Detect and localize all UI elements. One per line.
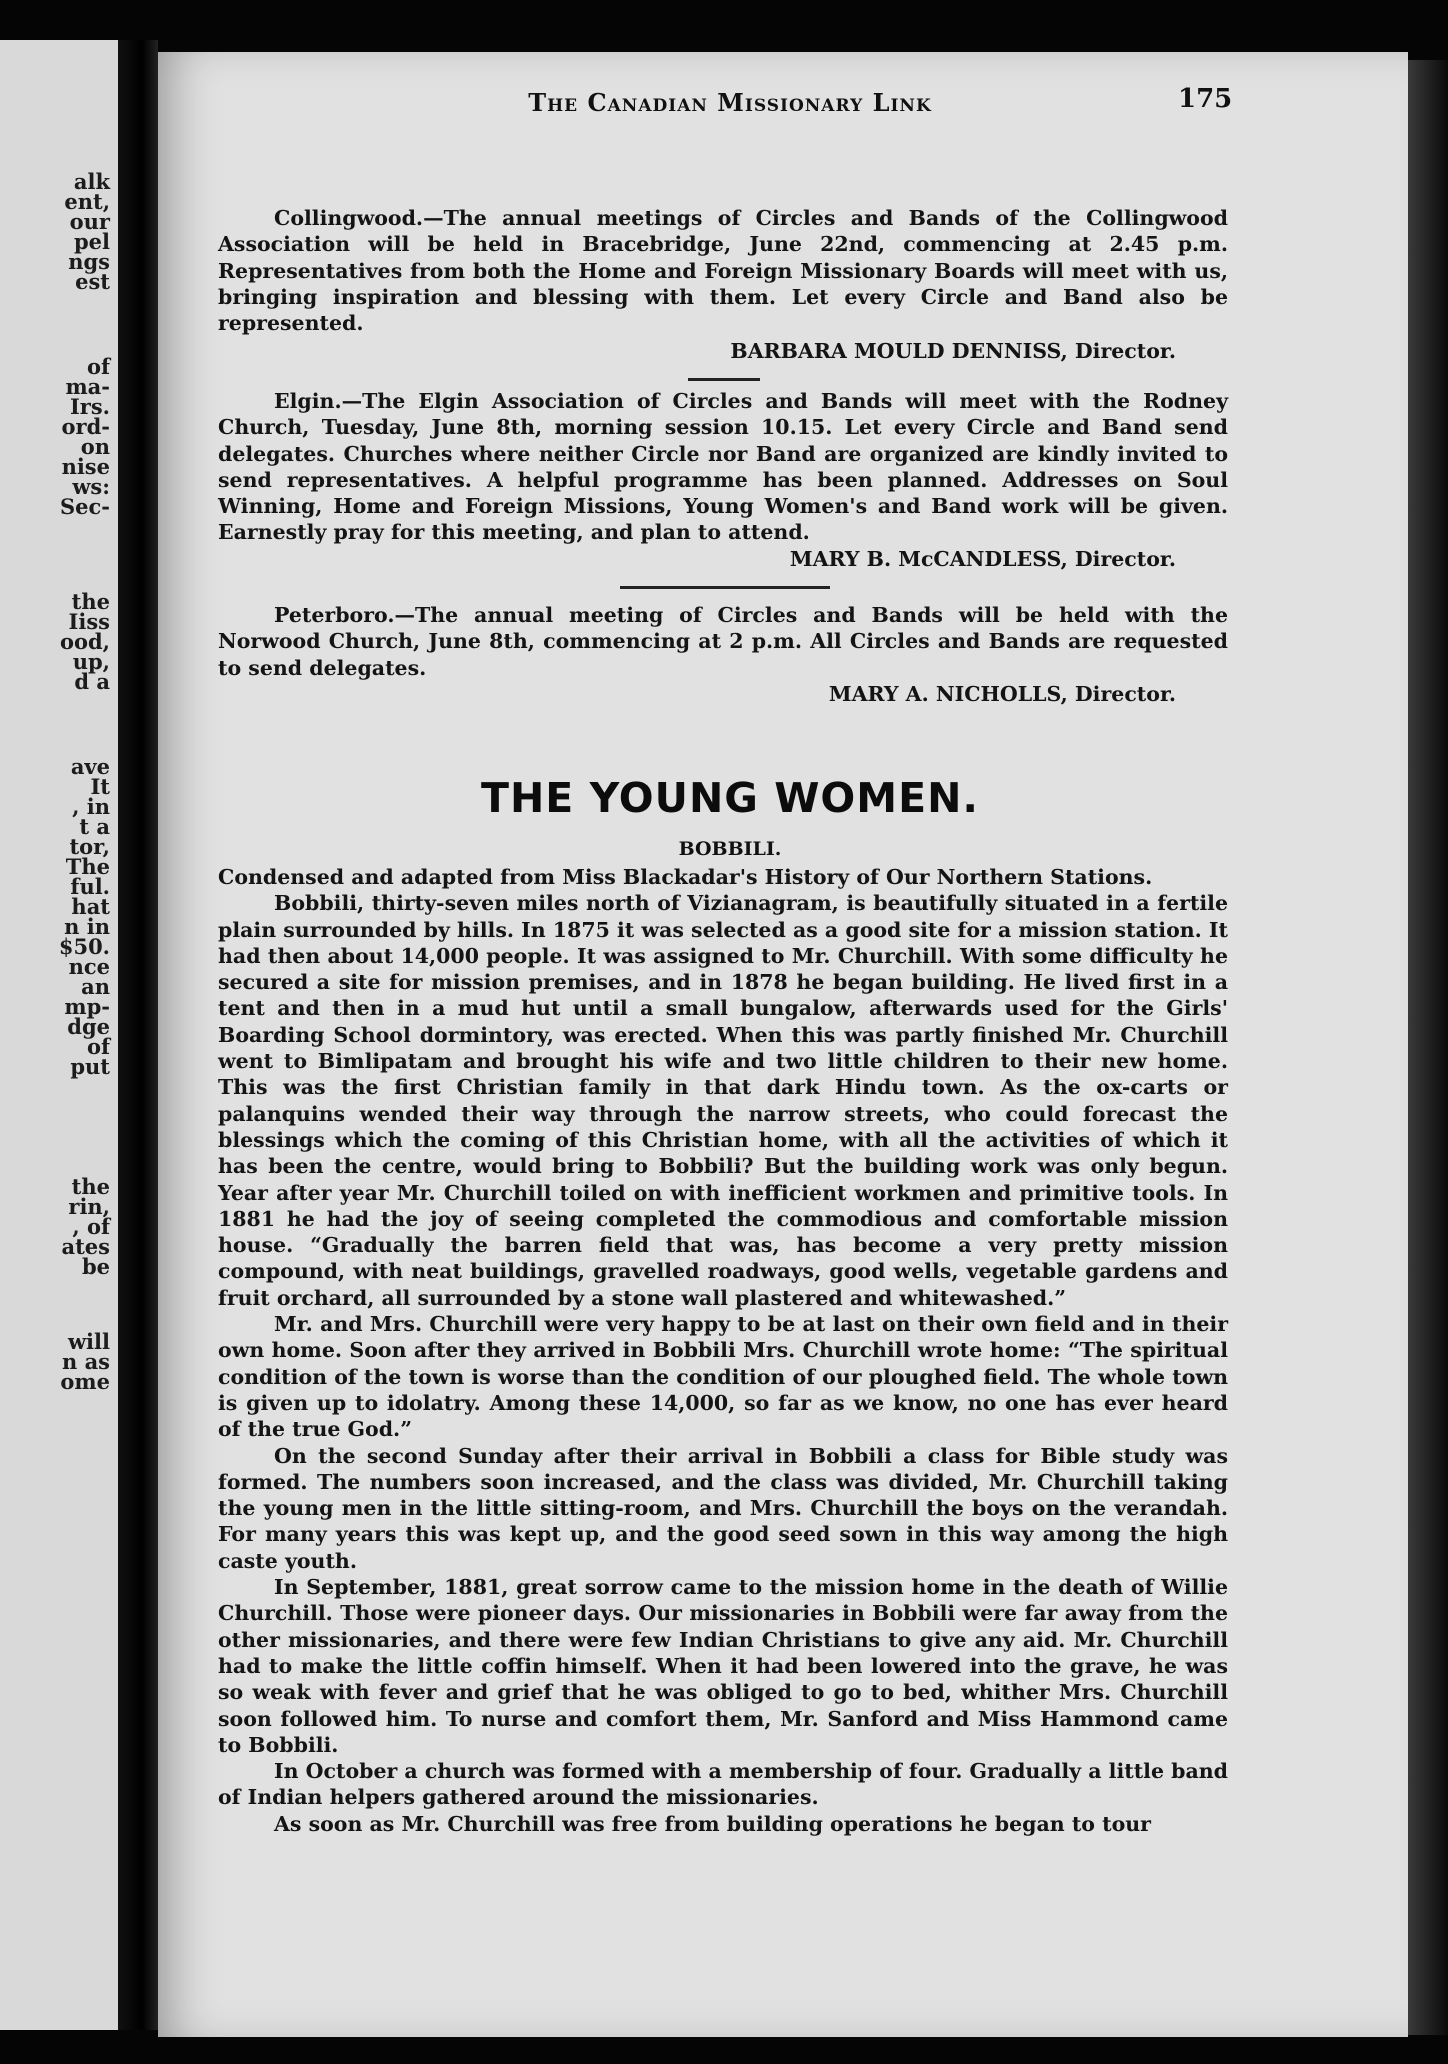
facing-page-text-fragment: rin, (68, 1194, 110, 1219)
facing-page-text-fragment: tor, (69, 834, 110, 859)
page-number: 175 (1178, 84, 1233, 114)
facing-page-text-fragment: ave (70, 754, 110, 779)
facing-page-text-fragment: an (81, 974, 110, 999)
article-paragraph: As soon as Mr. Churchill was free from building operations he began to tour (274, 1811, 1151, 1836)
facing-page-text-fragment: alk (73, 169, 110, 194)
facing-page-text-fragment: of (86, 1034, 110, 1059)
facing-page-text-fragment: ws: (72, 474, 110, 499)
notice-lead: Collingwood. (274, 206, 424, 230)
facing-page-text-fragment: The (65, 854, 110, 879)
notice-body: —The Elgin Association of Circles and Bands will meet with the Rodney Church, Tuesday, June 8th, morning session 10.15. Let every Circle and Band send delegates. Churches where neither Circle nor Band are organized are kindly invited to send representatives. A helpful programme has been planned. Addresses on Soul Winning, Home and Foreign Missions, Young Women's and Band work will be given. Earnestly pray for this meeting, and plan to attend. (218, 389, 1228, 545)
facing-page-text-fragment: pel (73, 229, 110, 254)
section-subtitle: BOBBILI. (678, 838, 782, 860)
facing-page-text-fragment: up, (72, 649, 110, 674)
article-intro: Condensed and adapted from Miss Blackadar's History of Our Northern Stations. (218, 865, 1153, 889)
facing-page-text-fragment: ma- (65, 374, 110, 399)
article-body (218, 864, 1228, 1837)
facing-page-text-fragment: be (81, 1254, 110, 1279)
facing-page-text-fragment: nise (61, 454, 110, 479)
article-paragraph: Mr. and Mrs. Churchill were very happy to be at last on their own field and in their own home. Soon after they arrived in Bobbili Mrs. Churchill wrote home: “The spiritual condition of the town is worse than the condition of our ploughed field. The whole town is given up to idolatry. Among these 14,000, so far as we know, no one has ever heard of the true God.” (218, 1312, 1228, 1442)
facing-page-text-fragment: , of (72, 1214, 110, 1239)
notice-signature: MARY B. McCANDLESS, Director. (789, 546, 1176, 571)
running-title: The Canadian Missionary Link (528, 88, 932, 117)
notice-elgin (218, 388, 1228, 572)
facing-page-text-fragment: ord- (61, 414, 110, 439)
page-edge (1408, 60, 1448, 2035)
notice-lead: Peterboro. (274, 603, 395, 627)
notice-text (218, 602, 1228, 681)
facing-page-text-fragment: Iiss (68, 609, 110, 634)
notice-signature: MARY A. NICHOLLS, Director. (828, 681, 1176, 706)
facing-page-text-fragment: ent, (64, 189, 110, 214)
facing-page-text-fragment: n as (61, 1349, 110, 1374)
facing-page-text-fragment: our (69, 209, 110, 234)
facing-page-text-fragment: It (90, 774, 110, 799)
book-gutter (118, 40, 158, 2030)
notice-peterboro (218, 602, 1228, 707)
facing-page-text-fragment: ngs (68, 249, 110, 274)
article-paragraph: In October a church was formed with a membership of four. Gradually a little band of Indian helpers gathered around the missionaries. (218, 1759, 1228, 1810)
facing-page-text-fragment: d a (74, 669, 110, 694)
facing-page-text-fragment: nce (68, 954, 110, 979)
facing-page-text-fragment: ful. (70, 874, 110, 899)
facing-page-text-fragment: , in (72, 794, 110, 819)
facing-page-text-fragment: the (71, 1174, 110, 1199)
divider (620, 586, 830, 589)
notice-signature: BARBARA MOULD DENNISS, Director. (730, 339, 1176, 364)
facing-page-text-fragment: will (67, 1329, 110, 1354)
notice-text (218, 205, 1228, 336)
facing-page-text-fragment: the (71, 589, 110, 614)
facing-page-text-fragment: $50. (58, 934, 110, 959)
article-paragraph: In September, 1881, great sorrow came to the mission home in the death of Willie Churchill. Those were pioneer days. Our missionaries in Bobbili were far away from the other missionaries, and there were few Indian Christians to give any aid. Mr. Churchill had to make the little coffin himself. When it had been lowered into the grave, he was so weak with fever and grief that he was obliged to go to bed, whither Mrs. Churchill soon followed him. To nurse and comfort them, Mr. Sanford and Miss Hammond came to Bobbili. (218, 1575, 1228, 1757)
facing-page-text-fragment: t a (79, 814, 110, 839)
section-title: THE YOUNG WOMEN. (481, 774, 979, 822)
notice-lead: Elgin. (274, 389, 342, 413)
facing-page-text-fragment: est (75, 269, 110, 294)
divider (688, 378, 760, 381)
facing-page-text-fragment: put (70, 1054, 110, 1079)
facing-page-text-fragment: mp- (64, 994, 110, 1019)
facing-page-text-fragment: ome (60, 1369, 110, 1394)
facing-page-text-fragment: on (80, 434, 110, 459)
facing-page-text-fragment: n in (64, 914, 110, 939)
notice-body: —The annual meetings of Circles and Bands of the Collingwood Association will be held in Bracebridge, June 22nd, commencing at 2.45 p.m. Representatives from both the Home and Foreign Missionary Boards will meet with us, bringing inspiration and blessing with them. Let every Circle and Band also be represented. (218, 206, 1228, 336)
facing-page-text-fragment: hat (71, 894, 110, 919)
facing-page-text-fragment: dge (67, 1014, 110, 1039)
article-paragraph: Bobbili, thirty-seven miles north of Vizianagram, is beautifully situated in a fertile plain surrounded by hills. In 1875 it was selected as a good site for a mission station. It had then about 14,000 people. It was assigned to Mr. Churchill. With some difficulty he secured a site for mission premises, and in 1878 he began building. He lived first in a tent and then in a mud hut until a small bungalow, afterwards used for the Girls' Boarding School dormintory, was erected. When this was partly finished Mr. Churchill went to Bimlipatam and brought his wife and two little children to their new home. This was the first Christian family in that dark Hindu town. As the ox-carts or palanquins wended their way through the narrow streets, who could forecast the blessings which the coming of this Christian home, with all the activities of which it has been the centre, would bring to Bobbili? But the building work was only begun. Year after year Mr. Churchill toiled on with inefficient workmen and primitive tools. In 1881 he had the joy of seeing completed the commodious and comfortable mission house. “Gradually the barren field that was, has become a very pretty mission compound, with neat buildings, gravelled roadways, good wells, vegetable gardens and fruit orchard, all surrounded by a stone wall plastered and whitewashed.” (218, 891, 1228, 1310)
notice-collingwood (218, 205, 1228, 364)
notice-body: —The annual meeting of Circles and Bands will be held with the Norwood Church, June 8th, commencing at 2 p.m. All Circles and Bands are requested to send delegates. (218, 603, 1228, 680)
notice-text (218, 388, 1228, 546)
facing-page-text-fragment: ates (61, 1234, 110, 1259)
article-paragraph: On the second Sunday after their arrival in Bobbili a class for Bible study was formed. The numbers soon increased, and the class was divided, Mr. Churchill taking the young men in the little sitting-room, and Mrs. Churchill the boys on the verandah. For many years this was kept up, and the good seed sown in this way among the high caste youth. (218, 1443, 1228, 1573)
facing-page-text-fragment: Irs. (69, 394, 110, 419)
facing-page-text-fragment: of (86, 354, 110, 379)
facing-page-text-fragment: ood, (59, 629, 110, 654)
facing-page-text-fragment: Sec- (59, 494, 110, 519)
facing-page-fragment (0, 40, 118, 2030)
